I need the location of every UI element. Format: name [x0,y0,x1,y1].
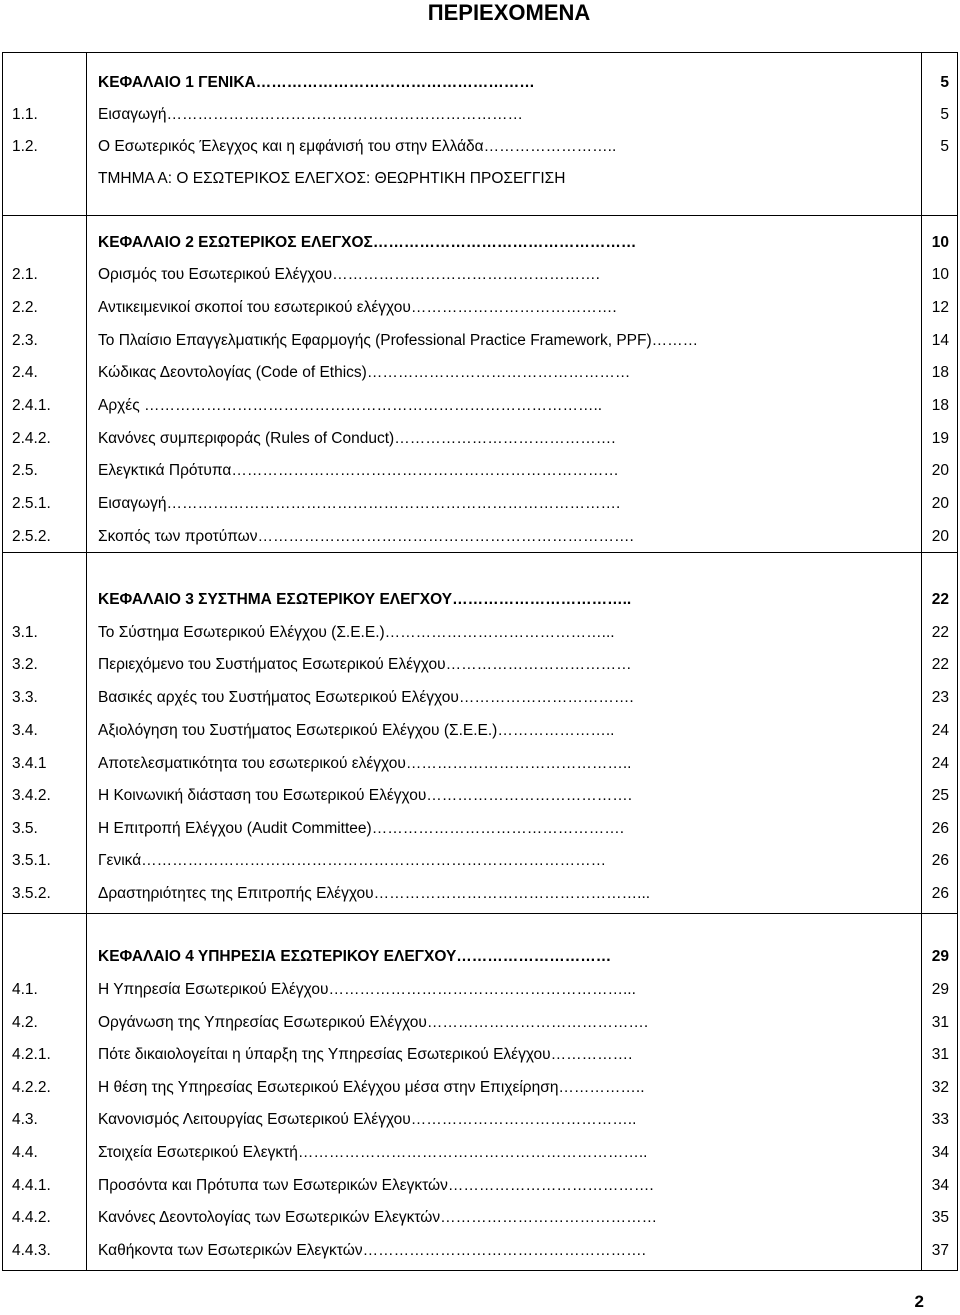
entry-title: ΚΕΦΑΛΑΙΟ 1 ΓΕΝΙΚΑ……………………………………………… [98,74,535,91]
chapter-heading-row [3,945,957,969]
section-number: 3.4.1 [12,755,47,772]
page-ref: 19 [931,430,949,447]
entry-title: Στοιχεία Εσωτερικού Ελεγκτή………………………………………………………….. [98,1144,648,1161]
page-ref: 31 [931,1046,949,1063]
toc-entry-row [3,135,957,159]
page-ref: 10 [931,234,949,251]
toc-entry-row [3,1011,957,1035]
entry-title: Το Πλαίσιο Επαγγελματικής Εφαρμογής (Professional Practice Framework, PPF)……… [98,332,699,349]
section-number: 2.5.1. [12,495,51,512]
toc-entry-row [3,492,957,516]
section-number: 3.4.2. [12,787,51,804]
entry-title: Προσόντα και Πρότυπα των Εσωτερικών Ελεγκτών…………………………………. [98,1177,654,1194]
toc-entry-row [3,817,957,841]
page-ref: 35 [931,1209,949,1226]
toc-entry-row [3,1239,957,1263]
toc-entry-row [3,621,957,645]
section-number: 2.5. [12,462,38,479]
entry-title: Ο Εσωτερικός Έλεγχος και η εμφάνισή του στην Ελλάδα…………………….. [98,138,617,155]
page-ref: 20 [931,462,949,479]
page-ref: 34 [931,1177,949,1194]
toc-entry-row [3,653,957,677]
section-number: 4.4. [12,1144,38,1161]
page-ref: 24 [931,722,949,739]
entry-title: Σκοπός των προτύπων………………………………………………………………. [98,528,634,545]
entry-title: Αντικειμενικοί σκοποί του εσωτερικού ελέγχου…………………………………. [98,299,617,316]
entry-title: Ελεγκτικά Πρότυπα………………………………………………………………… [98,462,619,479]
section-number: 4.2. [12,1014,38,1031]
section-number: 3.4. [12,722,38,739]
section-number: 3.5. [12,820,38,837]
page-ref: 22 [931,591,949,608]
entry-title: Η θέση της Υπηρεσίας Εσωτερικού Ελέγχου μέσα στην Επιχείρηση…………….. [98,1079,645,1096]
section-number: 2.5.2. [12,528,51,545]
toc-entry-row [3,1141,957,1165]
page-ref: 25 [931,787,949,804]
page-ref: 24 [931,755,949,772]
page-ref: 22 [931,624,949,641]
toc-entry-row [3,1206,957,1230]
page-ref: 34 [931,1144,949,1161]
entry-title: Βασικές αρχές του Συστήματος Εσωτερικού Ελέγχου……………………………. [98,689,634,706]
page-number: 2 [914,1292,924,1311]
page-ref: 37 [931,1242,949,1259]
page-ref: 5 [940,106,949,123]
section-number: 2.4.1. [12,397,51,414]
entry-title: Γενικά……………………………………………………………………………… [98,852,607,869]
toc-entry-row [3,361,957,385]
entry-title: Η Υπηρεσία Εσωτερικού Ελέγχου…………………………………………………... [98,981,636,998]
entry-title: ΚΕΦΑΛΑΙΟ 2 ΕΣΩΤΕΡΙΚΟΣ ΕΛΕΓΧΟΣ…………………………………………… [98,234,637,251]
section-number: 2.3. [12,332,38,349]
toc-entry-row [3,686,957,710]
section-number: 3.5.1. [12,852,51,869]
page-ref: 12 [931,299,949,316]
entry-title: Η Επιτροπή Ελέγχου (Audit Committee)…………………………………………. [98,820,625,837]
chapter-heading-row [3,231,957,255]
section-number: 4.4.3. [12,1242,51,1259]
page-ref: 29 [931,981,949,998]
section-number: 4.4.1. [12,1177,51,1194]
chapter-heading-row [3,588,957,612]
section-number: 2.1. [12,266,38,283]
page-ref: 23 [931,689,949,706]
page-ref: 33 [931,1111,949,1128]
page-ref: 26 [931,885,949,902]
entry-title: ΚΕΦΑΛΑΙΟ 4 ΥΠΗΡΕΣΙΑ ΕΣΩΤΕΡΙΚΟΥ ΕΛΕΓΧΟΥ………………………… [98,948,612,965]
toc-entry-row [3,103,957,127]
toc-table [2,52,958,1271]
chapter-heading-row [3,71,957,95]
page-ref: 26 [931,852,949,869]
page-ref: 5 [940,138,949,155]
section-number: 1.1. [12,106,38,123]
toc-entry-row [3,459,957,483]
toc-entry-row [3,427,957,451]
section-number: 2.4. [12,364,38,381]
entry-title: Οργάνωση της Υπηρεσίας Εσωτερικού Ελέγχου……………………………………. [98,1014,649,1031]
toc-entry-row [3,1174,957,1198]
toc-entry-row [3,719,957,743]
section-number: 2.4.2. [12,430,51,447]
section-divider [3,215,957,216]
entry-title: Πότε δικαιολογείται η ύπαρξη της Υπηρεσίας Εσωτερικού Ελέγχου……………. [98,1046,633,1063]
section-number: 3.3. [12,689,38,706]
entry-title: Το Σύστημα Εσωτερικού Ελέγχου (Σ.Ε.Ε.)……………………………………... [98,624,615,641]
section-number: 3.2. [12,656,38,673]
toc-entry-row [3,882,957,906]
entry-title: ΤΜΗΜΑ Α: Ο ΕΣΩΤΕΡΙΚΟΣ ΕΛΕΓΧΟΣ: ΘΕΩΡΗΤΙΚΗ ΠΡΟΣΕΓΓΙΣΗ [98,170,566,187]
toc-entry-row [3,752,957,776]
page-ref: 18 [931,397,949,414]
entry-title: Καθήκοντα των Εσωτερικών Ελεγκτών………………………………………………. [98,1242,646,1259]
section-number: 4.3. [12,1111,38,1128]
entry-title: Κώδικας Δεοντολογίας (Code of Ethics)…………………………………………… [98,364,631,381]
entry-title: ΚΕΦΑΛΑΙΟ 3 ΣΥΣΤΗΜΑ ΕΣΩΤΕΡΙΚΟΥ ΕΛΕΓΧΟΥ…………………………….. [98,591,632,608]
section-number: 4.4.2. [12,1209,51,1226]
page-ref: 20 [931,528,949,545]
section-number: 1.2. [12,138,38,155]
toc-entry-row [3,1076,957,1100]
toc-entry-row [3,296,957,320]
section-number: 2.2. [12,299,38,316]
entry-title: Εισαγωγή……………………………………………………………………………. [98,495,621,512]
entry-title: Ορισμός του Εσωτερικού Ελέγχου……………………………………………. [98,266,600,283]
entry-title: Κανονισμός Λειτουργίας Εσωτερικού Ελέγχου…………………………………….. [98,1111,637,1128]
page-ref: 29 [931,948,949,965]
page-ref: 32 [931,1079,949,1096]
page-title: ΠΕΡΙΕΧΟΜΕΝΑ [427,0,591,25]
page-ref: 14 [931,332,949,349]
entry-title: Εισαγωγή…………………………………………………………… [98,106,524,123]
entry-title: Αποτελεσματικότητα του εσωτερικού ελέγχου…………………………………….. [98,755,632,772]
page-ref: 10 [931,266,949,283]
toc-entry-row [3,394,957,418]
entry-title: Περιεχόμενο του Συστήματος Εσωτερικού Ελέγχου……………………………… [98,656,632,673]
entry-title: Δραστηριότητες της Επιτροπής Ελέγχου……………………………………………... [98,885,651,902]
section-number: 4.2.2. [12,1079,51,1096]
toc-entry-row [3,525,957,549]
entry-title: Η Κοινωνική διάσταση του Εσωτερικού Ελέγχου…………………………………. [98,787,633,804]
toc-entry-row [3,1043,957,1067]
page-ref: 20 [931,495,949,512]
toc-entry-row [3,849,957,873]
entry-title: Αξιολόγηση του Συστήματος Εσωτερικού Ελέγχου (Σ.Ε.Ε.)………………….. [98,722,615,739]
toc-entry-row [3,978,957,1002]
section-divider [3,552,957,553]
toc-entry-row [3,1108,957,1132]
entry-title: Κανόνες Δεοντολογίας των Εσωτερικών Ελεγκτών…………………………………… [98,1209,658,1226]
page-ref: 31 [931,1014,949,1031]
page-ref: 18 [931,364,949,381]
toc-entry-row [3,263,957,287]
section-number: 4.2.1. [12,1046,51,1063]
entry-title: Αρχές …………………………………………………………………………….. [98,397,603,414]
section-number: 4.1. [12,981,38,998]
entry-title: Κανόνες συμπεριφοράς (Rules of Conduct)……………………………………. [98,430,616,447]
section-number: 3.1. [12,624,38,641]
toc-entry-row [3,784,957,808]
toc-entry-row [3,167,957,191]
page-ref: 22 [931,656,949,673]
section-number: 3.5.2. [12,885,51,902]
page-ref: 26 [931,820,949,837]
page-ref: 5 [940,74,949,91]
section-divider [3,913,957,914]
toc-entry-row [3,329,957,353]
